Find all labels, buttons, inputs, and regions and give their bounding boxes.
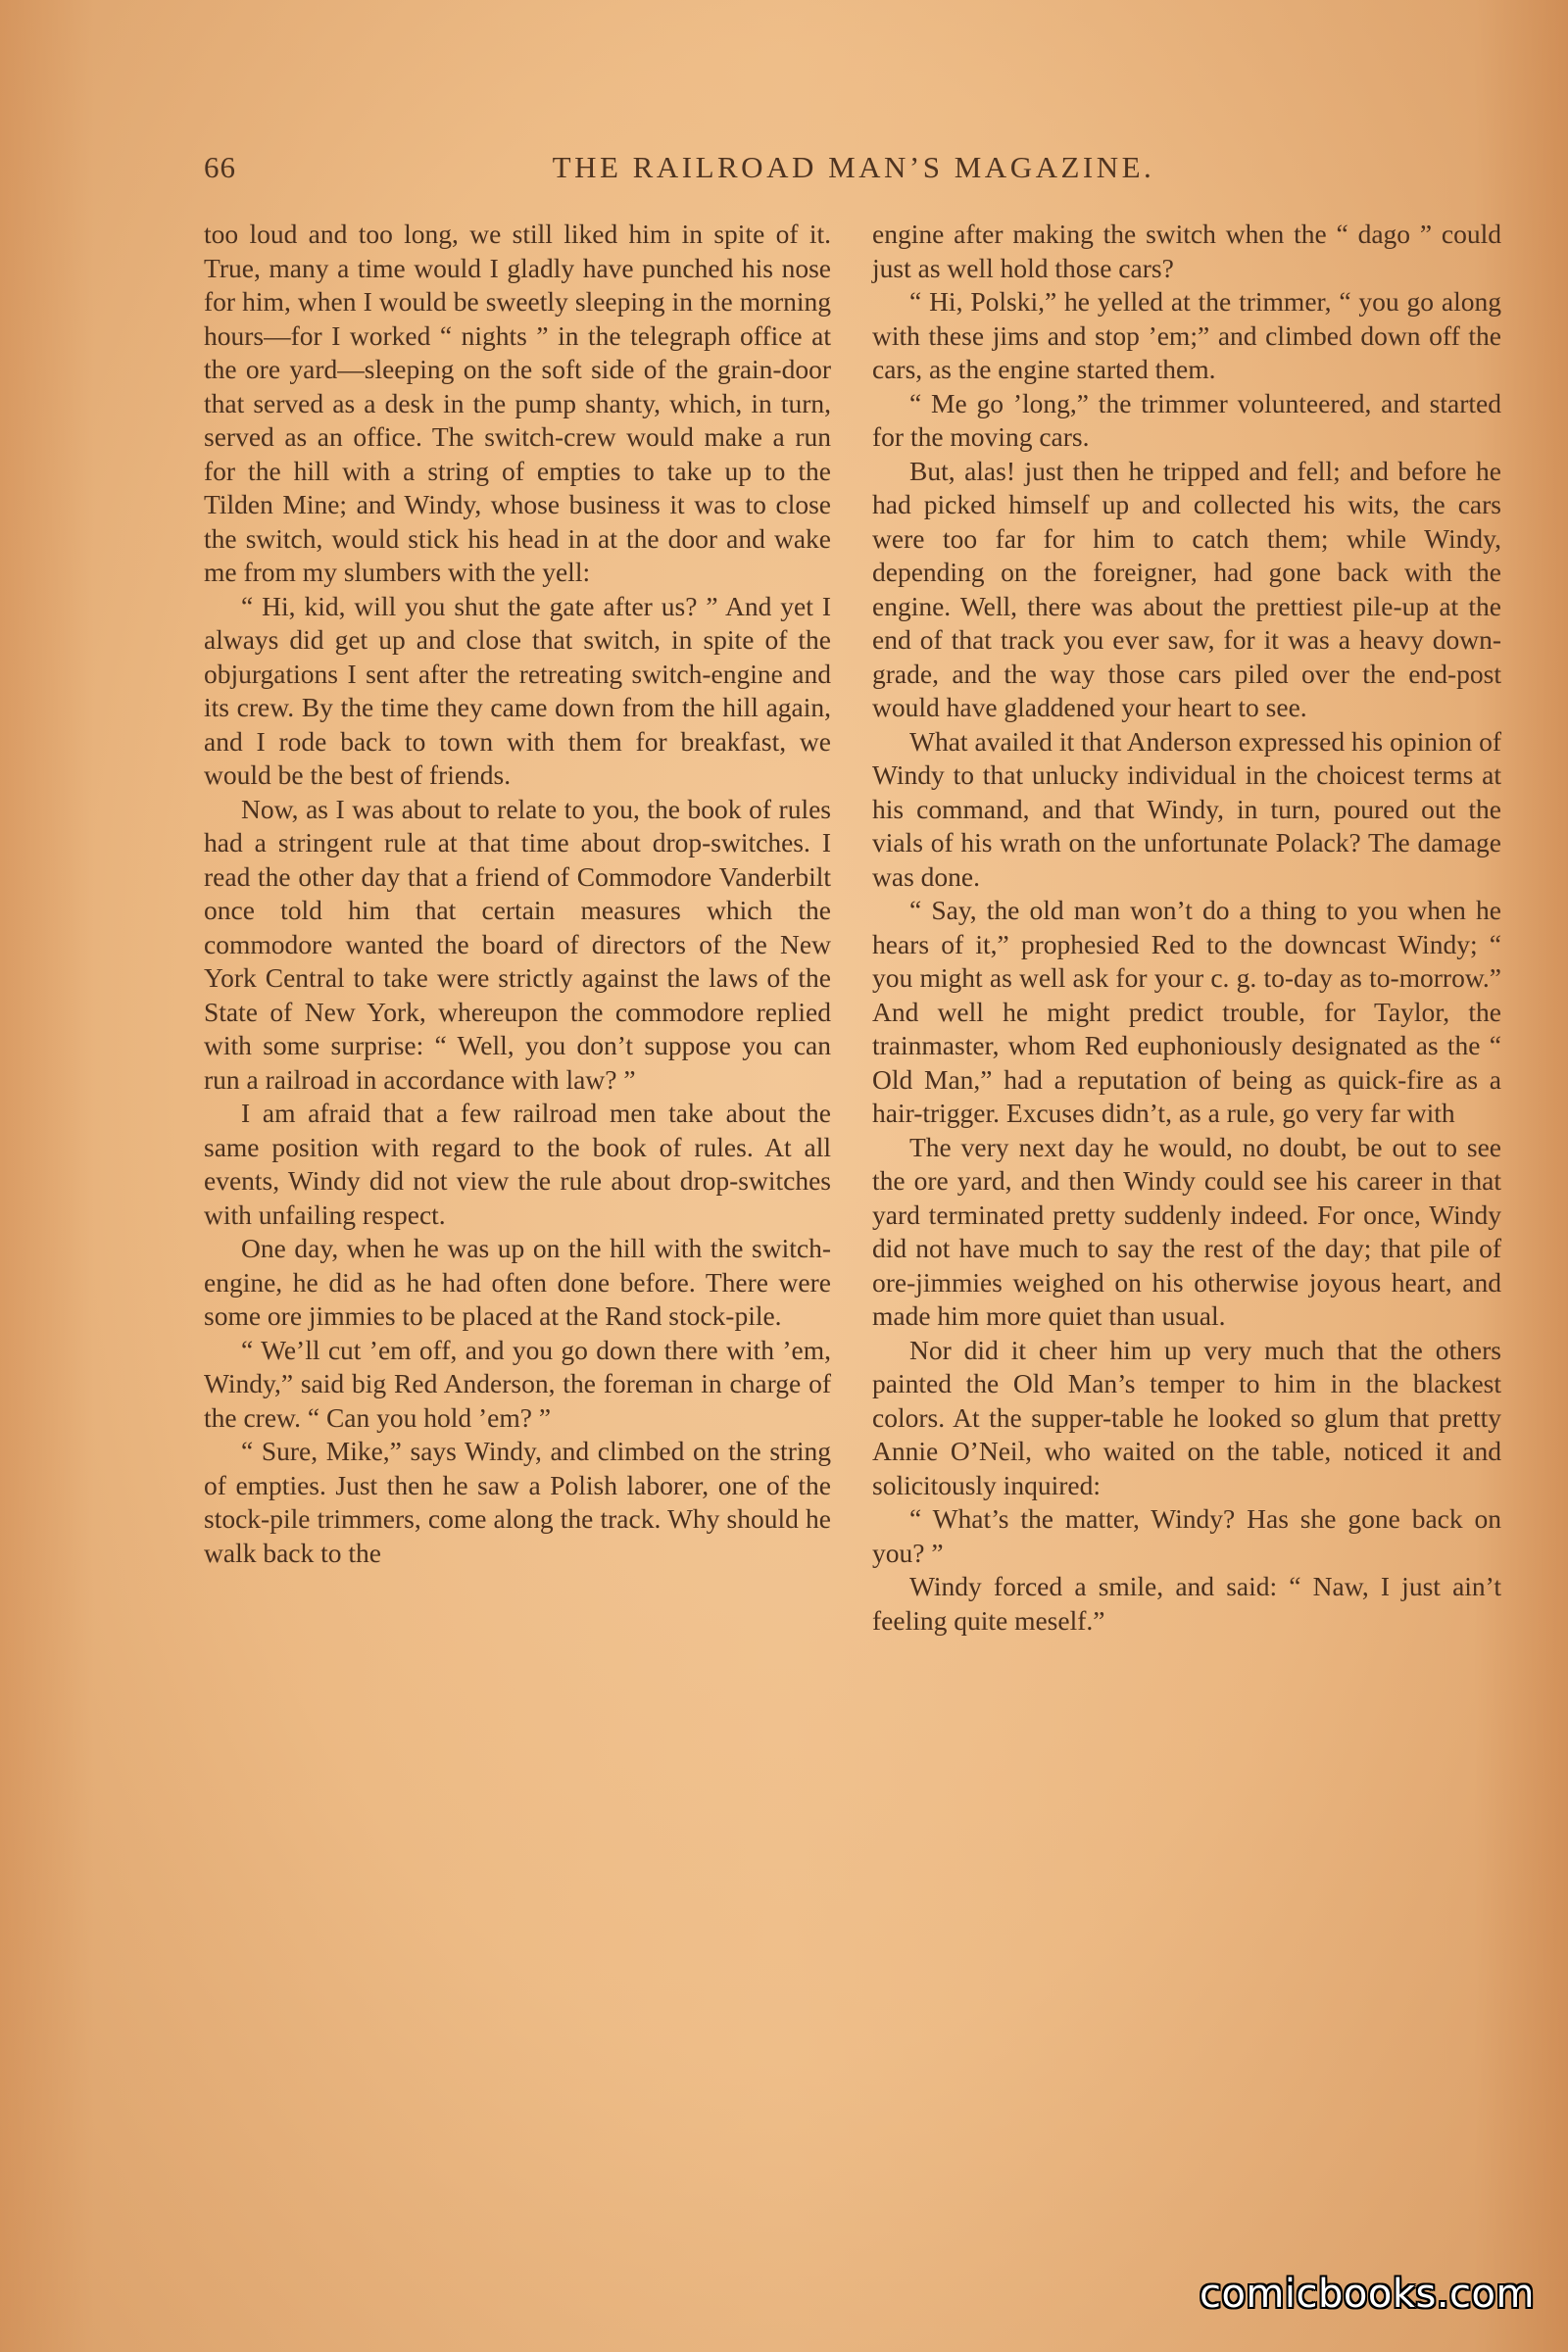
running-head: THE RAILROAD MAN’S MAGAZINE.: [552, 150, 1155, 184]
paragraph: “ We’ll cut ’em off, and you go down there with ’em, Windy,” said big Red Anderson, the foreman in charge of the crew. “ Can you hold ’em? ”: [204, 1334, 831, 1433]
right-column: [872, 218, 1501, 1638]
paragraph: “ Hi, Polski,” he yelled at the trimmer, “ you go along with these jims and stop ’em;” and climbed down off the cars, as the engine started them.: [872, 286, 1501, 384]
paragraph: But, alas! just then he tripped and fell; and before he had picked himself up and collected his wits, the cars were too far for him to catch them; while Windy, depending on the foreigner, had gone back with the engine. Well, there was about the prettiest pile-up at the end of that track you ever saw, for it was a heavy down-grade, and the way those cars piled over the end-post would have gladdened your heart to see.: [872, 455, 1501, 722]
paragraph: What availed it that Anderson expressed his opinion of Windy to that unlucky individual in the choicest terms at his command, and that Windy, in turn, poured out the vials of his wrath on the unfortunate Polack? The damage was done.: [872, 725, 1501, 892]
paragraph: The very next day he would, no doubt, be out to see the ore yard, and then Windy could see his career in that yard terminated pretty suddenly indeed. For once, Windy did not have much to say the rest of the day; that pile of ore-jimmies weighed on his otherwise joyous heart, and made him more quiet than usual.: [872, 1131, 1501, 1331]
paragraph: “ Say, the old man won’t do a thing to you when he hears of it,” prophesied Red to the downcast Windy; “ you might as well ask for your c. g. to-day as to-morrow.” And well he might predict trouble, for Taylor, the trainmaster, whom Red euphoniously designated as the “ Old Man,” had a reputation of being as quick-fire as a hair-trigger. Excuses didn’t, as a rule, go very far with: [872, 895, 1501, 1128]
paragraph: Windy forced a smile, and said: “ Naw, I just ain’t feeling quite meself.”: [872, 1571, 1501, 1636]
paragraph: “ Sure, Mike,” says Windy, and climbed on the string of empties. Just then he saw a Polish laborer, one of the stock-pile trimmers, come along the track. Why should he walk back to the: [204, 1436, 831, 1568]
left-column: [204, 218, 831, 1570]
paragraph: Nor did it cheer him up very much that the others painted the Old Man’s temper to him in the blackest colors. At the supper-table he looked so glum that pretty Annie O’Neil, who waited on the table, noticed it and solicitously inquired:: [872, 1334, 1501, 1500]
paragraph: I am afraid that a few railroad men take about the same position with regard to the book of rules. At all events, Windy did not view the rule about drop-switches with unfailing respect.: [204, 1098, 831, 1230]
site-watermark: comicbooks.com: [1199, 2272, 1535, 2317]
paragraph: Now, as I was about to relate to you, the book of rules had a stringent rule at that time about drop-switches. I read the other day that a friend of Commodore Vanderbilt once told him that certain measures which the commodore wanted the board of directors of the New York Central to take were strictly against the laws of the State of New York, whereupon the commodore replied with some surprise: “ Well, you don’t suppose you can run a railroad in accordance with law? ”: [204, 793, 831, 1095]
paragraph: “ Me go ’long,” the trimmer volunteered, and started for the moving cars.: [872, 387, 1501, 452]
paragraph: too loud and too long, we still liked him in spite of it. True, many a time would I gladly have punched his nose for him, when I would be sweetly sleeping in the morning hours—for I worked “ nights ” in the telegraph office at the ore yard—sleeping on the soft side of the grain-door that served as a desk in the pump shanty, which, in turn, served as an office. The switch-crew would make a run for the hill with a string of empties to take up to the Tilden Mine; and Windy, whose business it was to close the switch, would stick his head in at the door and wake me from my slumbers with the yell:: [204, 219, 831, 587]
paragraph: One day, when he was up on the hill with the switch-engine, he did as he had often done before. There were some ore jimmies to be placed at the Rand stock-pile.: [204, 1233, 831, 1331]
page-header: [204, 150, 1503, 195]
paragraph: “ What’s the matter, Windy? Has she gone back on you? ”: [872, 1503, 1501, 1568]
paragraph: engine after making the switch when the “ dago ” could just as well hold those cars?: [872, 219, 1501, 283]
page-number: 66: [204, 150, 236, 184]
paragraph: “ Hi, kid, will you shut the gate after us? ” And yet I always did get up and close that switch, in spite of the objurgations I sent after the retreating switch-engine and its crew. By the time they came down from the hill again, and I rode back to town with them for breakfast, we would be the best of friends.: [204, 590, 831, 790]
